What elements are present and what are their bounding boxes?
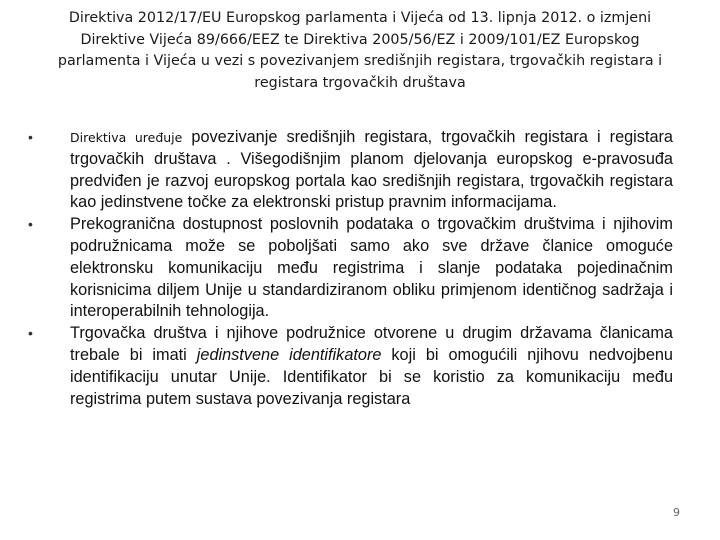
bullet-body-text: koji bi omogućili njihovu nedvojbenu identifikaciju unutar Unije. Identifikator bi se koristio za komunikaciju među registrima putem sustava povezivanja registara [70, 345, 673, 408]
bullet-marker: • [28, 129, 33, 145]
bullet-text: Prekogranična dostupnost poslovnih podataka o trgovačkim društvima i njihovim podružnicama može se poboljšati samo ako sve države članice omoguće elektronsku komunikaciju među registrima i slanje podataka pojedinačnim korisnicima diljem Unije u standardiziranom obliku primjenom identičnog sadržaja i interoperabilnih tehnologija. [70, 215, 673, 321]
emphasis-text: jedinstvene identifikatore [196, 345, 382, 364]
list-item [28, 127, 673, 214]
list-item [28, 323, 673, 410]
slide-title: Direktiva 2012/17/EU Europskog parlamenta i Vijeća od 13. lipnja 2012. o izmjeni Direktive Vijeća 89/666/EEZ te Direktiva 2005/56/EZ i 2009/101/EZ Europskog parlamenta i Vijeća u vezi s povezivanjem središnjih registara, trgovačkih registara i registara trgovačkih društava [57, 10, 663, 91]
bullet-text [70, 323, 673, 410]
bullet-lead-text: Direktiva uređuje [70, 130, 183, 145]
bullet-marker: • [28, 216, 33, 233]
page-number: 9 [673, 506, 680, 519]
bullet-body-text: Trgovačka društva i njihove podružnice otvorene u drugim državama članicama trebale bi imati [70, 324, 673, 364]
list-item [28, 214, 673, 323]
bullet-body-text: povezivanje središnjih registara, trgovačkih registara i registara trgovačkih društava . Višegodišnjim planom djelovanja europskog e-pravosuđa predviđen je razvoj europskog portala kao središnjih registara, trgovačkih registara kao jedinstvene točke za elektronski pristup pravnim informacijama. [70, 128, 673, 212]
bullet-marker: • [28, 325, 33, 342]
bullet-text [70, 127, 673, 214]
bullet-list [28, 127, 673, 410]
